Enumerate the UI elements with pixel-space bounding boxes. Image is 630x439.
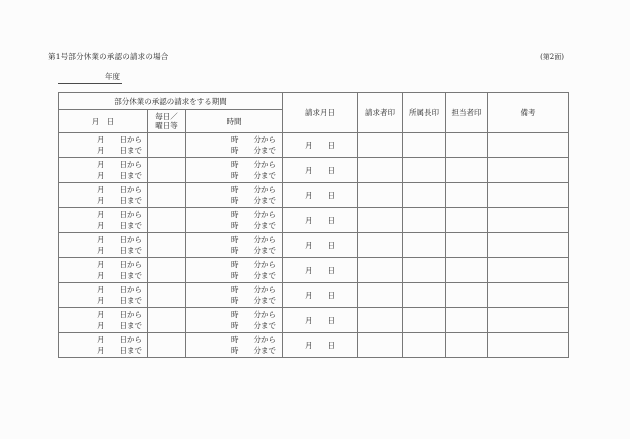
requester-seal-cell: [358, 283, 403, 308]
time-range-cell: 時 分から 時 分まで: [186, 333, 283, 358]
requester-seal-cell: [358, 208, 403, 233]
section-chief-seal-header: 所属長印: [403, 93, 446, 133]
section-chief-seal-cell: [403, 233, 446, 258]
person-in-charge-seal-cell: [446, 183, 488, 208]
month-day-header: 月 日: [59, 110, 148, 133]
request-date-cell: 月 日: [283, 208, 358, 233]
request-row: [59, 258, 569, 283]
date-range-cell: 月 日から 月 日まで: [59, 283, 148, 308]
daily-or-weekday-header-line1: 毎日／: [155, 111, 178, 121]
requester-seal-header: 請求者印: [358, 93, 403, 133]
time-range-cell: 時 分から 時 分まで: [186, 133, 283, 158]
request-date-cell: 月 日: [283, 258, 358, 283]
remarks-cell: [488, 258, 569, 283]
time-range-cell: 時 分から 時 分まで: [186, 233, 283, 258]
remarks-header: 備考: [488, 93, 569, 133]
requester-seal-cell: [358, 258, 403, 283]
requester-seal-cell: [358, 333, 403, 358]
remarks-cell: [488, 183, 569, 208]
requester-seal-cell: [358, 233, 403, 258]
person-in-charge-seal-cell: [446, 133, 488, 158]
person-in-charge-seal-cell: [446, 233, 488, 258]
daily-or-weekday-cell: [148, 208, 186, 233]
daily-or-weekday-cell: [148, 333, 186, 358]
time-range-cell: 時 分から 時 分まで: [186, 208, 283, 233]
requester-seal-cell: [358, 308, 403, 333]
remarks-cell: [488, 133, 569, 158]
partial-leave-request-table: [58, 92, 569, 358]
requester-seal-cell: [358, 158, 403, 183]
remarks-cell: [488, 333, 569, 358]
section-chief-seal-cell: [403, 133, 446, 158]
remarks-cell: [488, 208, 569, 233]
daily-or-weekday-cell: [148, 158, 186, 183]
time-range-cell: 時 分から 時 分まで: [186, 158, 283, 183]
remarks-cell: [488, 233, 569, 258]
request-rows: [59, 133, 569, 358]
daily-or-weekday-cell: [148, 308, 186, 333]
daily-or-weekday-cell: [148, 233, 186, 258]
date-range-cell: 月 日から 月 日まで: [59, 158, 148, 183]
section-chief-seal-cell: [403, 158, 446, 183]
request-row: [59, 333, 569, 358]
request-row: [59, 133, 569, 158]
section-chief-seal-cell: [403, 308, 446, 333]
request-date-header: 請求月日: [283, 93, 358, 133]
requester-seal-cell: [358, 133, 403, 158]
person-in-charge-seal-cell: [446, 308, 488, 333]
header-group-row: [59, 93, 569, 110]
person-in-charge-seal-cell: [446, 333, 488, 358]
remarks-cell: [488, 308, 569, 333]
daily-or-weekday-cell: [148, 283, 186, 308]
daily-or-weekday-cell: [148, 183, 186, 208]
time-range-cell: 時 分から 時 分まで: [186, 283, 283, 308]
request-date-cell: 月 日: [283, 233, 358, 258]
person-in-charge-seal-cell: [446, 258, 488, 283]
section-chief-seal-cell: [403, 333, 446, 358]
period-group-header: 部分休業の承認の請求をする期間: [59, 93, 283, 110]
date-range-cell: 月 日から 月 日まで: [59, 133, 148, 158]
daily-or-weekday-header: [148, 110, 186, 133]
daily-or-weekday-header-line2: 曜日等: [155, 121, 178, 130]
person-in-charge-seal-cell: [446, 158, 488, 183]
request-row: [59, 183, 569, 208]
person-in-charge-seal-cell: [446, 208, 488, 233]
requester-seal-cell: [358, 183, 403, 208]
fiscal-year-field: [58, 71, 122, 84]
request-date-cell: 月 日: [283, 158, 358, 183]
request-row: [59, 233, 569, 258]
document-title: 第1号部分休業の承認の請求の場合: [48, 52, 169, 61]
section-chief-seal-cell: [403, 258, 446, 283]
daily-or-weekday-cell: [148, 133, 186, 158]
person-in-charge-seal-cell: [446, 283, 488, 308]
person-in-charge-seal-header: 担当者印: [446, 93, 488, 133]
date-range-cell: 月 日から 月 日まで: [59, 333, 148, 358]
time-header: 時間: [186, 110, 283, 133]
request-row: [59, 283, 569, 308]
page-side-label: (第2面): [540, 53, 564, 61]
date-range-cell: 月 日から 月 日まで: [59, 258, 148, 283]
time-range-cell: 時 分から 時 分まで: [186, 258, 283, 283]
date-range-cell: 月 日から 月 日まで: [59, 208, 148, 233]
request-date-cell: 月 日: [283, 308, 358, 333]
date-range-cell: 月 日から 月 日まで: [59, 308, 148, 333]
remarks-cell: [488, 158, 569, 183]
date-range-cell: 月 日から 月 日まで: [59, 233, 148, 258]
request-date-cell: 月 日: [283, 183, 358, 208]
time-range-cell: 時 分から 時 分まで: [186, 183, 283, 208]
request-date-cell: 月 日: [283, 283, 358, 308]
fiscal-year-label: 年度: [105, 72, 120, 81]
daily-or-weekday-cell: [148, 258, 186, 283]
request-row: [59, 308, 569, 333]
time-range-cell: 時 分から 時 分まで: [186, 308, 283, 333]
request-date-cell: 月 日: [283, 133, 358, 158]
section-chief-seal-cell: [403, 283, 446, 308]
remarks-cell: [488, 283, 569, 308]
request-date-cell: 月 日: [283, 333, 358, 358]
request-row: [59, 208, 569, 233]
section-chief-seal-cell: [403, 183, 446, 208]
section-chief-seal-cell: [403, 208, 446, 233]
request-row: [59, 158, 569, 183]
date-range-cell: 月 日から 月 日まで: [59, 183, 148, 208]
